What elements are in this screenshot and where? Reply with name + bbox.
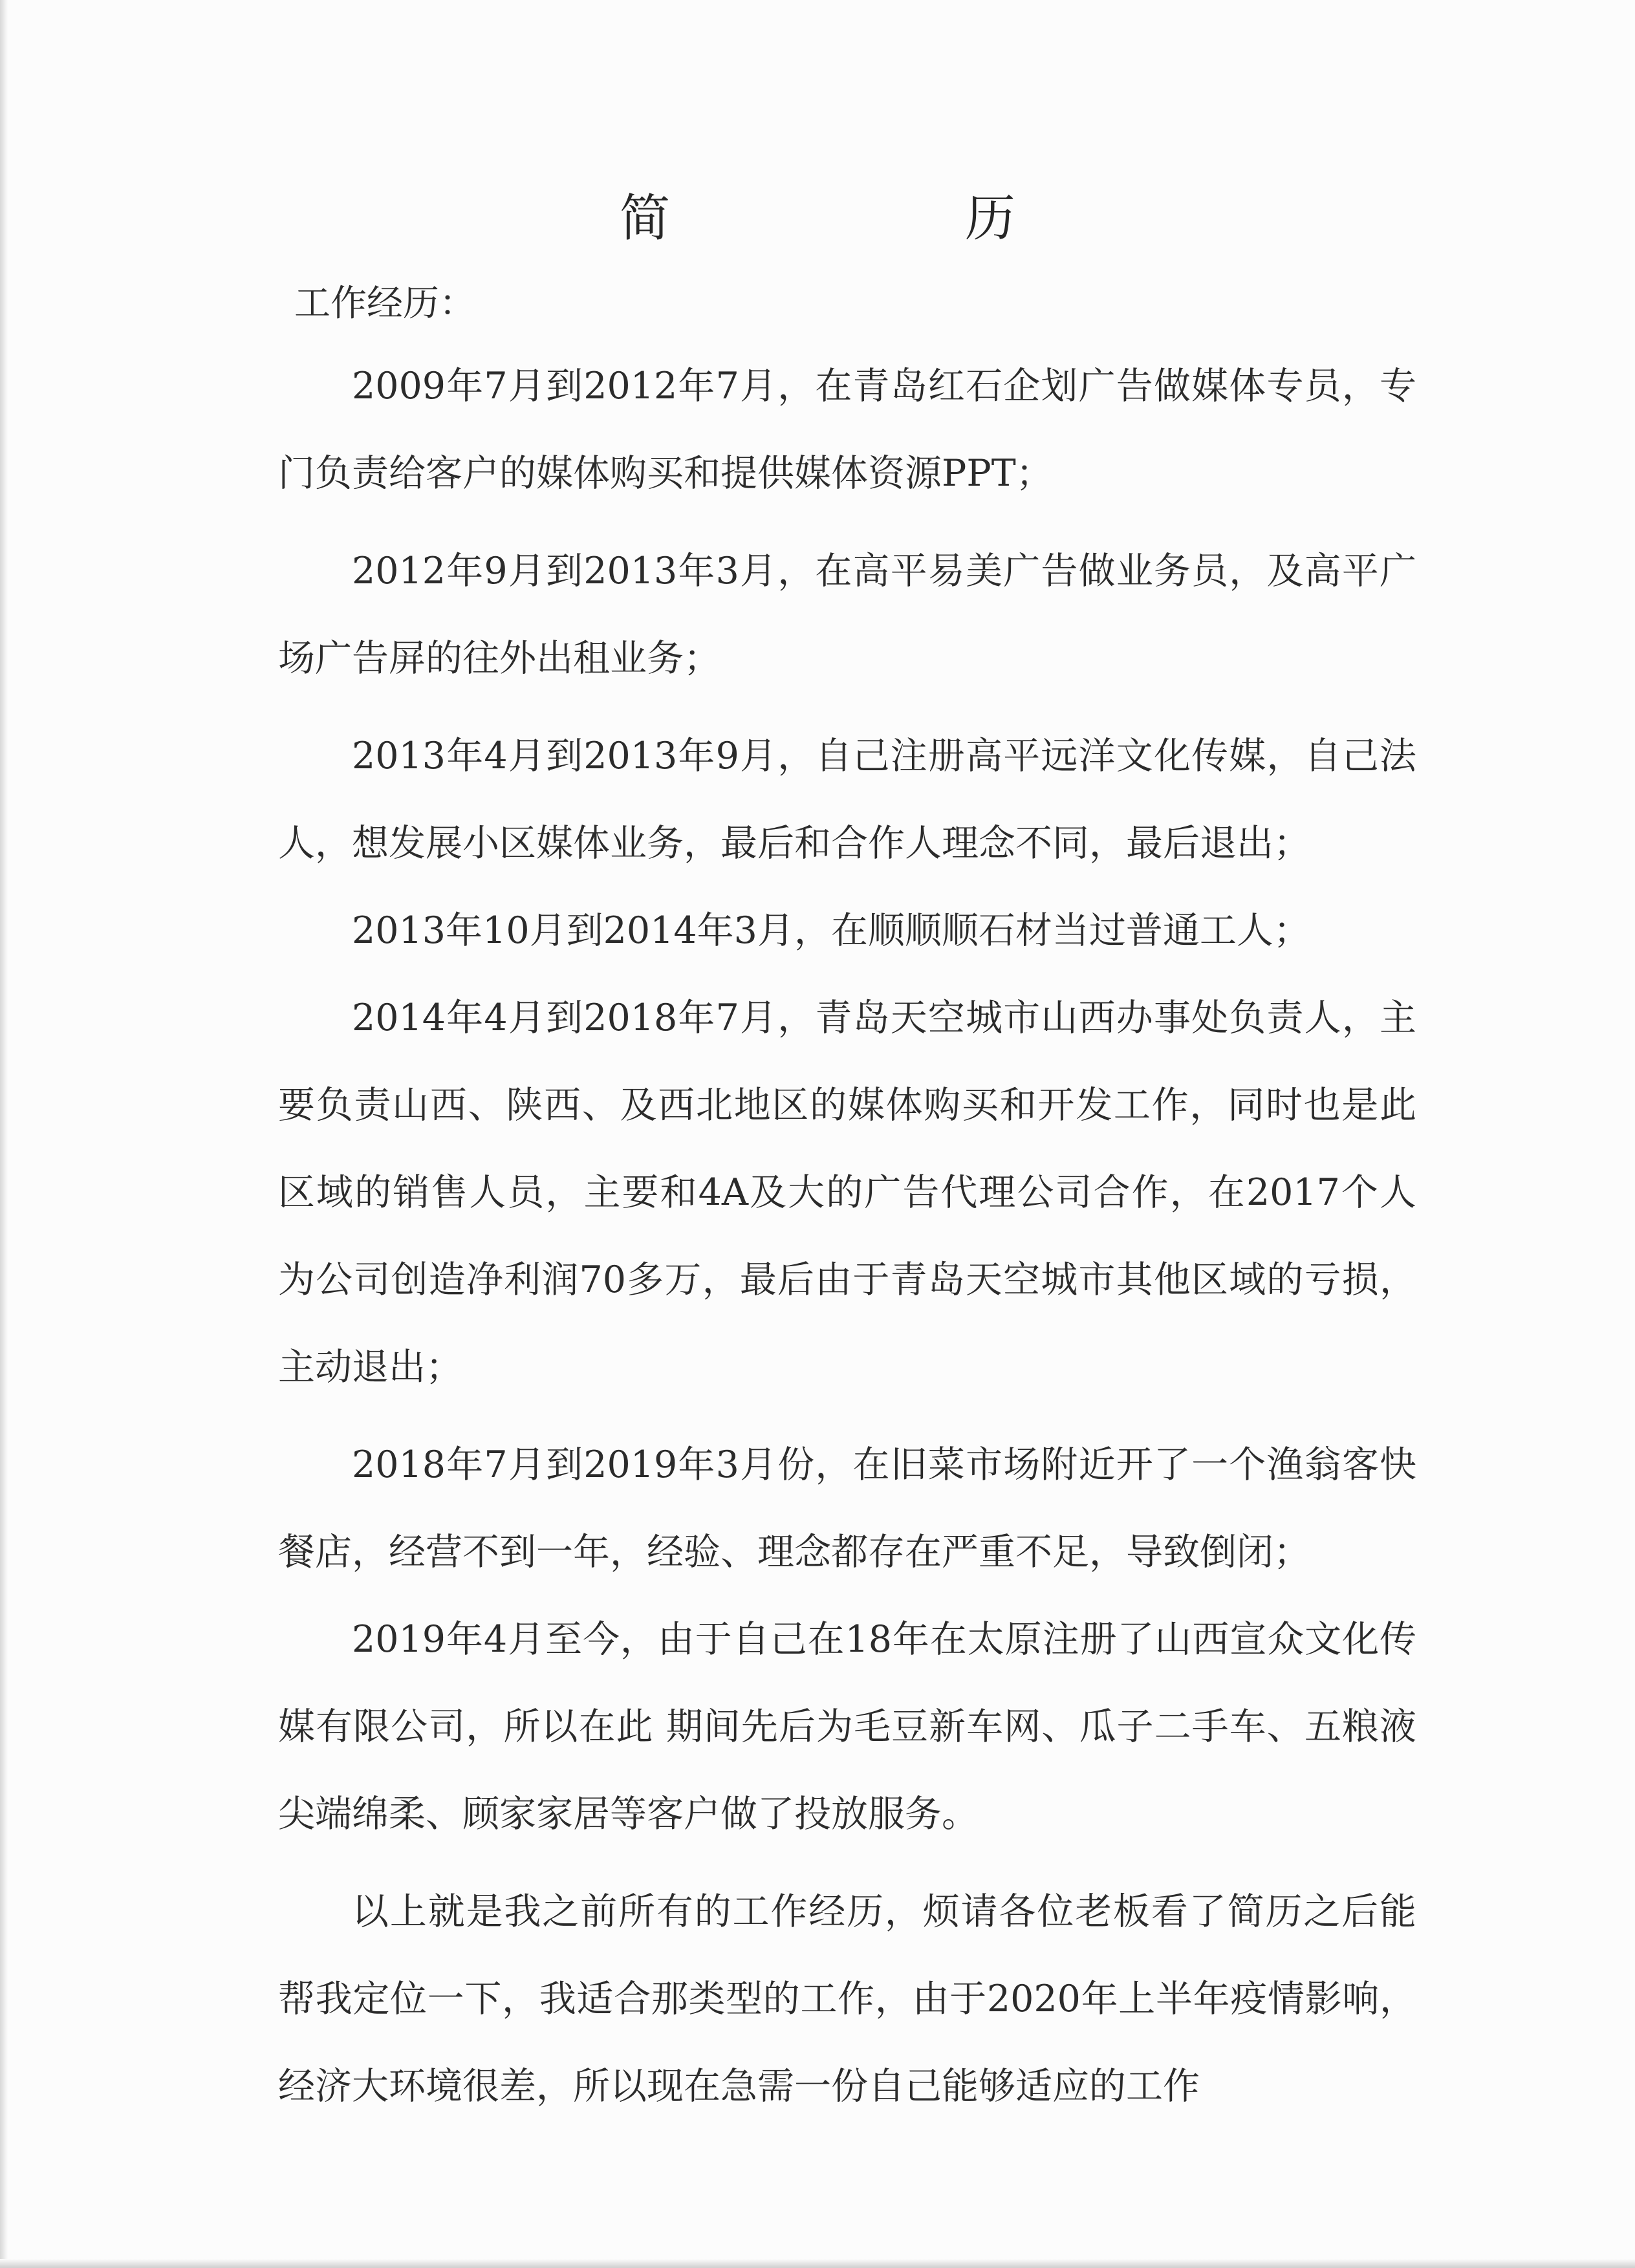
section-heading-work-experience: 工作经历： — [294, 283, 475, 325]
document-body — [278, 343, 1416, 2130]
scan-edge-shadow — [0, 0, 8, 2268]
paragraph-job-3: 2013年4月到2013年9月，自己注册高平远洋文化传媒，自己法人，想发展小区媒体业务，最后和合作人理念不同，最后退出； — [278, 735, 1416, 865]
paragraph-job-7: 2019年4月至今，由于自己在18年在太原注册了山西宣众文化传媒有限公司，所以在此 期间先后为毛豆新车网、瓜子二手车、五粮液尖端绵柔、顾家家居等客户做了投放服务。 — [278, 1618, 1416, 1835]
paragraph-job-1: 2009年7月到2012年7月，在青岛红石企划广告做媒体专员，专门负责给客户的媒体购买和提供媒体资源PPT； — [278, 365, 1416, 495]
paragraph-job-4: 2013年10月到2014年3月，在顺顺顺石材当过普通工人； — [352, 909, 1310, 952]
paragraph-job-5: 2014年4月到2018年7月，青岛天空城市山西办事处负责人，主要负责山西、陕西、及西北地区的媒体购买和开发工作，同时也是此区域的销售人员，主要和4A及大的广告代理公司合作，在2017个人为公司创造净利润70多万，最后由于青岛天空城市其他区域的亏损，主动退出； — [278, 997, 1416, 1388]
document-title: 简 历 — [619, 189, 1080, 248]
paragraph-closing: 以上就是我之前所有的工作经历，烦请各位老板看了简历之后能帮我定位一下，我适合那类型的工作，由于2020年上半年疫情影响，经济大环境很差，所以现在急需一份自己能够适应的工作 — [278, 1890, 1416, 2108]
paragraph-job-2: 2012年9月到2013年3月，在高平易美广告做业务员，及高平广场广告屏的往外出租业务； — [278, 550, 1416, 680]
paragraph-job-6: 2018年7月到2019年3月份，在旧菜市场附近开了一个渔翁客快餐店，经营不到一年，经验、理念都存在严重不足，导致倒闭； — [278, 1443, 1416, 1573]
scan-bottom-shadow — [0, 2259, 1635, 2268]
